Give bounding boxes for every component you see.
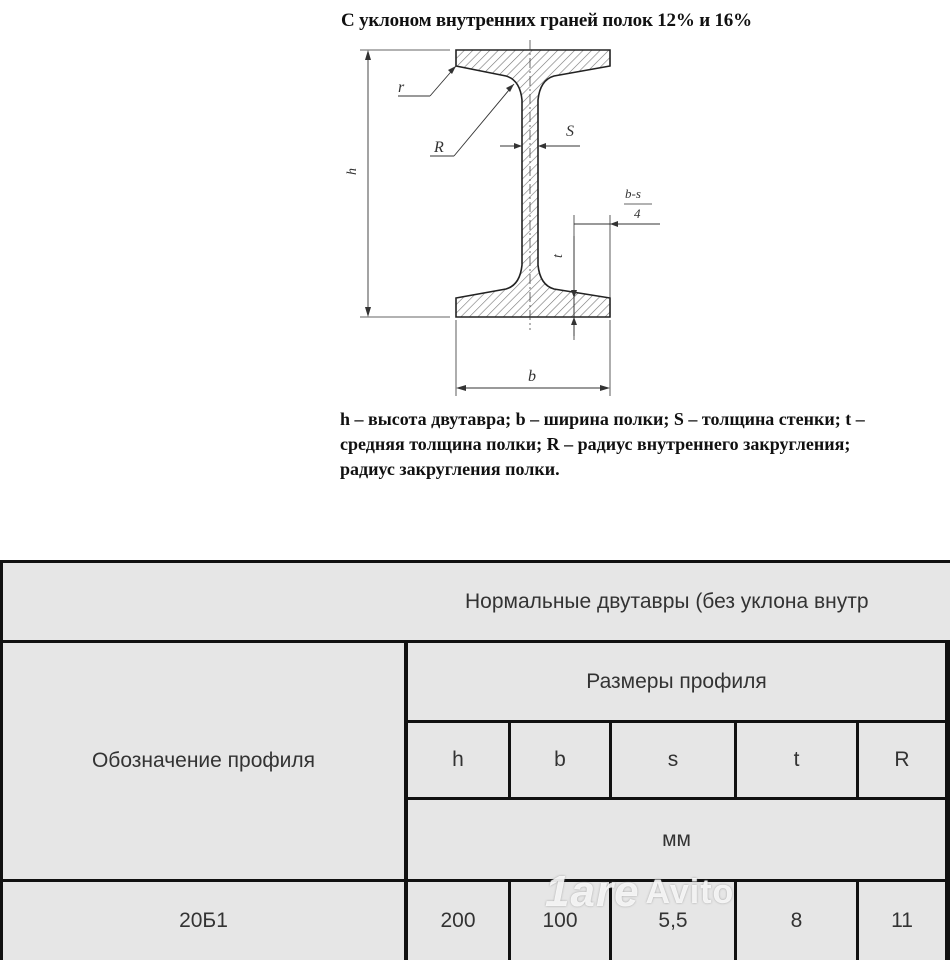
table-title: Нормальные двутавры (без уклона внутр bbox=[3, 563, 950, 640]
col-header-b: b bbox=[511, 723, 609, 797]
label-S: S bbox=[566, 123, 574, 140]
avito-watermark: 1are Avito bbox=[545, 867, 735, 916]
drawing-heading: С уклоном внутренних граней полок 12% и 16% bbox=[341, 10, 752, 31]
table-row-t: 8 bbox=[737, 882, 856, 960]
label-r: r bbox=[398, 79, 405, 96]
label-h: h bbox=[345, 168, 360, 175]
col-header-R: R bbox=[859, 723, 945, 797]
profile-table bbox=[0, 560, 950, 960]
table-row-s: 5,5 bbox=[612, 882, 734, 960]
drawing-legend bbox=[340, 407, 950, 482]
table-row-R: 11 bbox=[859, 882, 945, 960]
col-header-h: h bbox=[408, 723, 508, 797]
i-beam-drawing bbox=[330, 40, 690, 400]
label-frac-den: 4 bbox=[634, 206, 641, 221]
header-dims: Размеры профиля bbox=[408, 643, 945, 720]
label-t: t bbox=[551, 254, 566, 258]
i-beam-section bbox=[456, 50, 610, 317]
label-R: R bbox=[434, 139, 444, 156]
legend-line-2: средняя толщина полки; R – радиус внутреннего закругления; bbox=[340, 434, 851, 454]
table-row-h: 200 bbox=[408, 882, 508, 960]
col-header-t: t bbox=[737, 723, 856, 797]
label-b: b bbox=[528, 368, 536, 385]
legend-line-1: h – высота двутавра; b – ширина полки; S – толщина стенки; t – bbox=[340, 409, 865, 429]
label-frac-num: b-s bbox=[625, 186, 641, 201]
units-row: мм bbox=[408, 800, 945, 879]
table-row-b: 100 bbox=[511, 882, 609, 960]
table-row-profile: 20Б1 bbox=[3, 882, 404, 960]
col-header-s: s bbox=[612, 723, 734, 797]
header-profile: Обозначение профиля bbox=[3, 643, 404, 879]
legend-line-3: радиус закругления полки. bbox=[340, 459, 560, 479]
